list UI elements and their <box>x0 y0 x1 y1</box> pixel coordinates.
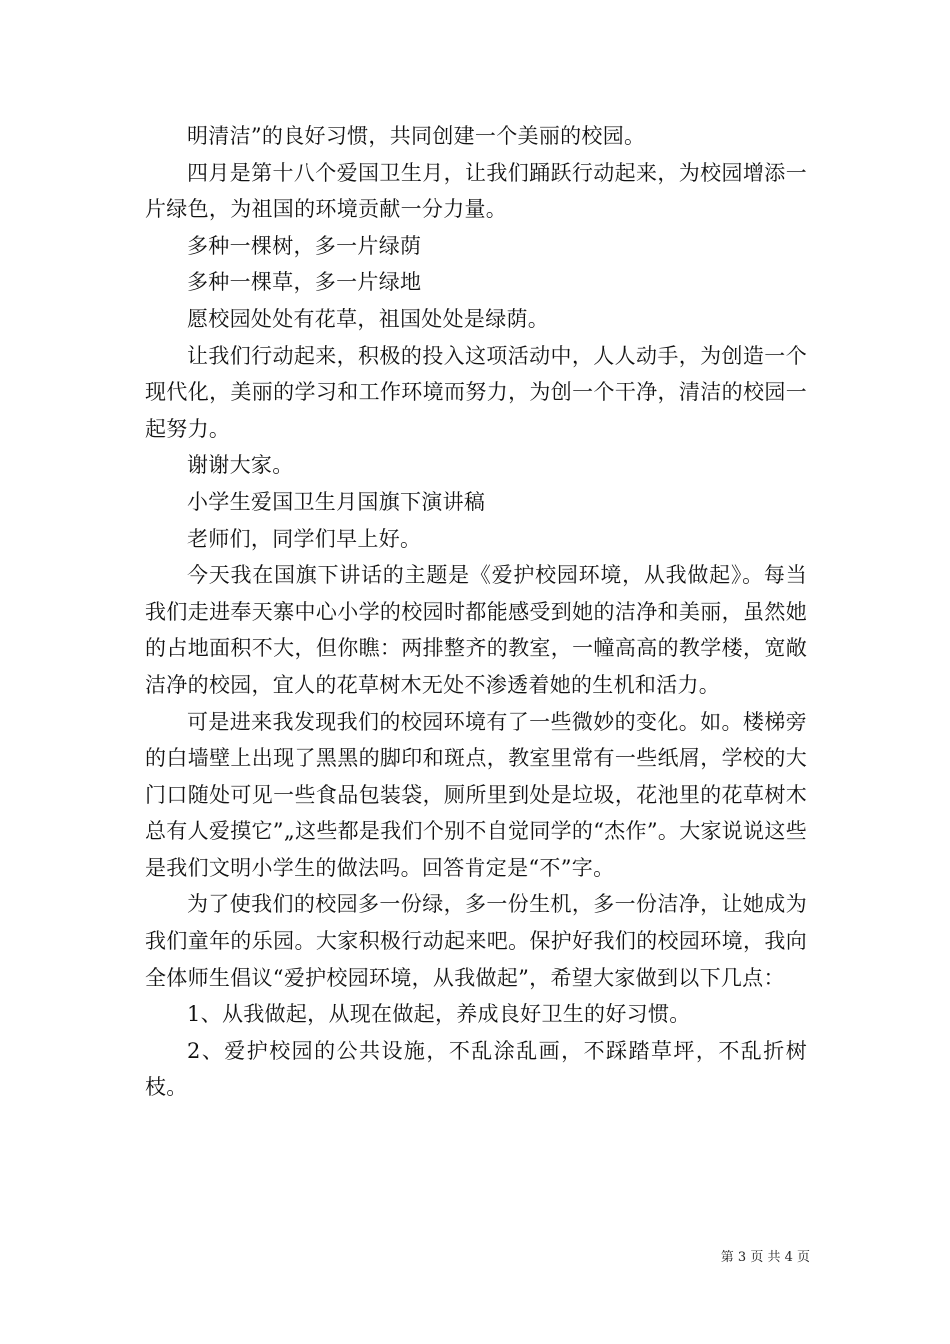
document-body <box>145 118 807 1106</box>
paragraph: 为了使我们的校园多一份绿，多一份生机，多一份洁净，让她成为我们童年的乐园。大家积极行动起来吧。保护好我们的校园环境，我向全体师生倡议“爱护校园环境，从我做起”，希望大家做到以下几点： <box>145 892 807 990</box>
paragraph: 明清洁”的良好习惯，共同创建一个美丽的校园。 <box>187 124 646 148</box>
list-item: 1、从我做起，从现在做起，养成良好卫生的好习惯。 <box>187 1002 691 1027</box>
paragraph: 多种一棵树，多一片绿荫 <box>187 233 422 258</box>
paragraph: 愿校园处处有花草，祖国处处是绿荫。 <box>187 306 550 331</box>
paragraph: 多种一棵草，多一片绿地 <box>187 270 422 295</box>
page-number: 第 3 页 共 4 页 <box>720 1250 810 1265</box>
paragraph: 谢谢大家。 <box>187 453 294 478</box>
paragraph: 今天我在国旗下讲话的主题是《爱护校园环境，从我做起》。每当我们走进奉天寨中心小学的校园时都能感受到她的洁净和美丽，虽然她的占地面积不大，但你瞧：两排整齐的教室，一幢高高的教学楼，宽敞洁净的校园，宜人的花草树木无处不渗透着她的生机和活力。 <box>145 563 807 697</box>
list-item: 2、爱护校园的公共设施，不乱涂乱画，不踩踏草坪，不乱折树枝。 <box>145 1038 807 1100</box>
paragraph: 四月是第十八个爱国卫生月，让我们踊跃行动起来，为校园增添一片绿色，为祖国的环境贡献一分力量。 <box>145 160 807 222</box>
paragraph: 让我们行动起来，积极的投入这项活动中，人人动手，为创造一个现代化，美丽的学习和工作环境而努力，为创一个干净，清洁的校园一起努力。 <box>145 343 807 441</box>
paragraph: 可是进来我发现我们的校园环境有了一些微妙的变化。如。楼梯旁的白墙壁上出现了黑黑的脚印和斑点，教室里常有一些纸屑，学校的大门口随处可见一些食品包装袋，厕所里到处是垃圾，花池里的花草树木总有人爱摸它”„这些都是我们个别不自觉同学的“杰作”。大家说说这些是我们文明小学生的做法吗。回答肯定是“不”字。 <box>145 709 807 880</box>
paragraph: 老师们，同学们早上好。 <box>187 526 422 551</box>
speech-title: 小学生爱国卫生月国旗下演讲稿 <box>187 489 486 514</box>
